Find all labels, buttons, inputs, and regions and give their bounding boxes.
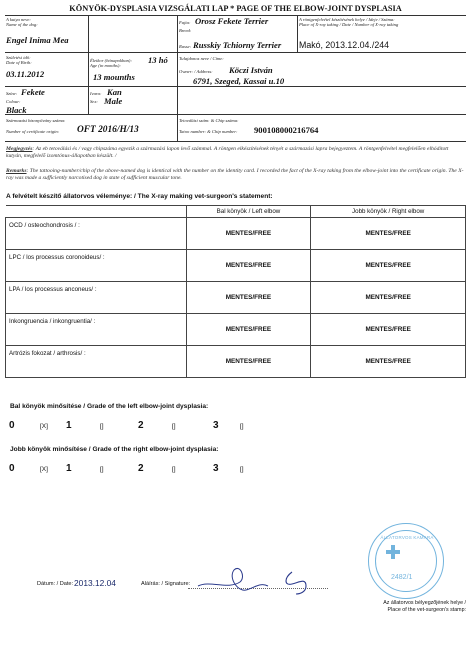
tattoo-value: 900108000216764 — [254, 125, 319, 135]
col-left-elbow: Bal könyök / Left elbow — [186, 206, 311, 218]
dob-value: 03.11.2012 — [6, 69, 45, 79]
right-grade-3: 3 — [213, 463, 219, 474]
date-label: Dátum: / Date: — [37, 581, 74, 587]
breed-value-2: Russkiy Tchiorny Terrier — [193, 40, 282, 50]
findings-header-blank — [6, 206, 187, 218]
signature-label: Aláírás: / Signature: — [141, 581, 191, 587]
row-label-lpa: LPA / los processus anconeus/ : — [6, 282, 187, 314]
incongruency-left-value: MENTES/FREE — [186, 314, 311, 346]
vet-stamp-number: 2482/1 — [391, 574, 413, 581]
ocd-left-value: MENTES/FREE — [186, 218, 311, 250]
ocd-right-value: MENTES/FREE — [311, 218, 466, 250]
signature-image — [180, 560, 340, 600]
lpa-left-value: MENTES/FREE — [186, 282, 311, 314]
sex-label: Ivara: Sex: — [90, 91, 102, 104]
row-label-incongruency: Inkongruencia / inkongruentia/ : — [6, 314, 187, 346]
lpc-left-value: MENTES/FREE — [186, 250, 311, 282]
lpa-right-value: MENTES/FREE — [311, 282, 466, 314]
table-row — [6, 314, 466, 346]
table-row — [6, 346, 466, 378]
sex-value-en: Male — [104, 96, 123, 106]
left-grade-3: 3 — [213, 420, 219, 431]
right-grade-box-1: [] — [100, 466, 104, 473]
header-vline-3 — [297, 15, 298, 52]
row-label-ocd: OCD / osteochondrosis / : — [6, 218, 187, 250]
cert-label-en: Number of certificate origin: — [6, 129, 60, 134]
xray-place-value: Makó, 2013.12.04./244 — [299, 40, 389, 50]
right-grade-1: 1 — [66, 463, 72, 474]
dog-name-label: A kutya neve: Name of the dog: — [6, 17, 38, 27]
table-row — [6, 218, 466, 250]
signature-stroke-1 — [198, 568, 268, 590]
findings-header-row — [6, 206, 466, 218]
age-value-en: 13 mounths — [93, 72, 135, 82]
remarks-en-label: Remarks — [6, 168, 27, 174]
colour-value-en: Black — [6, 105, 27, 115]
right-grade-title: Jobb könyök minősítése / Grade of the right elbow-joint dysplasia: — [10, 446, 219, 453]
remarks-hu-label: Megjegyzés — [6, 146, 33, 152]
left-grade-box-3: [] — [240, 423, 244, 430]
header-line-3 — [5, 86, 466, 87]
breed-label-en: Breed: — [179, 28, 192, 33]
cert-label: Származási bizonyítvány száma: — [6, 118, 66, 123]
col-right-elbow: Jobb könyök / Right elbow — [311, 206, 466, 218]
tattoo-label-en: Tatoo number: & Chip number: — [179, 129, 238, 134]
owner-name-value: Köczi István — [229, 65, 273, 75]
header-vline-1 — [88, 15, 89, 114]
colour-label-en: Colour: — [6, 99, 21, 104]
left-grade-0: 0 — [9, 420, 15, 431]
left-grade-title: Bal könyök minősítése / Grade of the left elbow-joint dysplasia: — [10, 403, 209, 410]
breed-label: Fajta: — [179, 20, 191, 25]
left-grade-box-2: [] — [172, 423, 176, 430]
header-line-2 — [5, 52, 466, 53]
table-row — [6, 250, 466, 282]
colour-label: Színe: — [6, 91, 18, 96]
remarks-en-text: : The tattooing-number/chip of the above-named dog is identical with the number on the identity card. I recorded the fact of the X-ray taking from the elbow-joint into the certificate origin. The X-ray was made a sufficiently narcotised dog in state of sufficient muscular tone. — [6, 168, 464, 182]
signature-stroke-2 — [286, 572, 306, 594]
left-grade-2: 2 — [138, 420, 144, 431]
findings-table — [5, 205, 466, 378]
left-grade-1: 1 — [66, 420, 72, 431]
row-label-lpc: LPC / los processus coronoideus/ : — [6, 250, 187, 282]
right-grade-0: 0 — [9, 463, 15, 474]
stamp-place-label-en: Place of the vet-surgeon's stamp: — [387, 607, 466, 613]
header-vline-2 — [177, 15, 178, 141]
date-value: 2013.12.04 — [74, 578, 116, 588]
left-grade-box-1: [] — [100, 423, 104, 430]
cert-value: OFT 2016/H/13 — [77, 125, 139, 135]
owner-label-en: Owner: / Address: — [179, 69, 213, 74]
owner-address-value: 6791, Szeged, Kassai u.10 — [193, 76, 285, 86]
right-grade-box-0: [X] — [40, 466, 48, 473]
remarks-hu-text: : Az eb tetoválási és / vagy chipszáma egyezik a származási lapon levő számmal. A röntgen elkészítésének tényét a származási lapra bejegyeztem. A röntgenfelvétel megfelelően elhódított kutyán, megfelelő izomtónus-állapotban készült. / — [6, 146, 449, 160]
row-label-arthrosis: Artrózis fokozat / arthrosis/ : — [6, 346, 187, 378]
vet-stamp — [368, 523, 444, 599]
arthrosis-left-value: MENTES/FREE — [186, 346, 311, 378]
statement-title: A felvételt készítő állatorvos véleménye: / The X-ray making vet-surgeon's statement: — [6, 193, 273, 200]
vet-stamp-text: ÁLLATORVOS KAMARA — [380, 535, 434, 540]
xray-place-label: A röntgenfelvétel készítésének helye / Ideje / Száma: Place of X-ray taking / Date / Number of X-ray taking — [299, 17, 399, 27]
dob-label: Születési idő: Date of Birth: — [6, 55, 32, 65]
colour-value-hu: Fekete — [21, 87, 45, 97]
age-value-hu: 13 hó — [148, 55, 168, 65]
lpc-right-value: MENTES/FREE — [311, 250, 466, 282]
sex-value-hu: Kan — [107, 87, 122, 97]
dog-name-value: Engel Inima Mea — [6, 35, 69, 45]
right-grade-2: 2 — [138, 463, 144, 474]
page-title: KÖNYÖK-DYSPLASIA VIZSGÁLATI LAP * PAGE OF THE ELBOW-JOINT DYSPLASIA — [69, 4, 402, 13]
remarks-en — [6, 168, 466, 182]
incongruency-right-value: MENTES/FREE — [311, 314, 466, 346]
stamp-place-label-hu: Az állatorvos bélyegzőjének helye / — [383, 600, 466, 606]
table-row — [6, 282, 466, 314]
remarks-hu — [6, 146, 466, 160]
breed-label-de: Rasse: — [179, 44, 192, 49]
vet-stamp-cross-icon — [386, 545, 400, 559]
left-grade-box-0: [X] — [40, 423, 48, 430]
owner-label: Tulajdonos neve / Címe: — [179, 56, 224, 61]
arthrosis-right-value: MENTES/FREE — [311, 346, 466, 378]
stamp-place-label — [338, 600, 466, 614]
tattoo-label: Tetoválási szám: & Chip száma: — [179, 118, 239, 123]
header-line-4 — [5, 114, 466, 115]
header-line-5 — [5, 141, 466, 142]
right-grade-box-2: [] — [172, 466, 176, 473]
breed-value: Orosz Fekete Terrier — [195, 16, 269, 26]
age-label: Életkor (hónapokban): Age (in months): — [90, 58, 132, 68]
right-grade-box-3: [] — [240, 466, 244, 473]
